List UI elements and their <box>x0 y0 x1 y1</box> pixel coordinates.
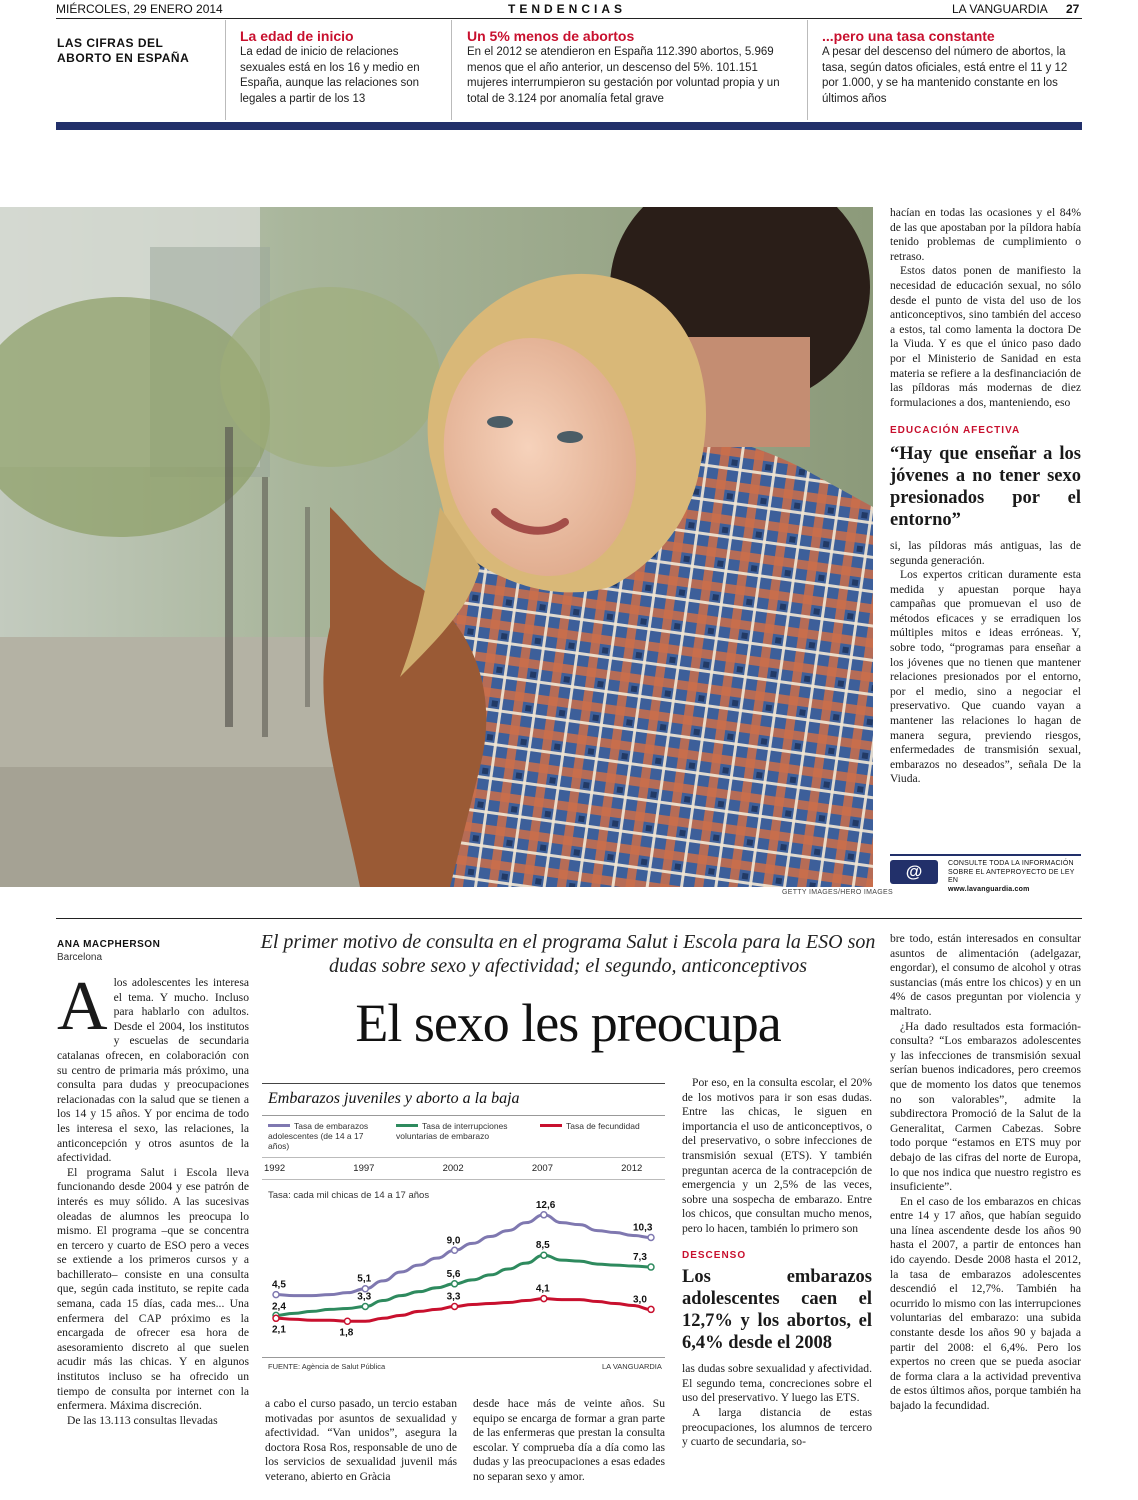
divider <box>451 20 452 120</box>
article-column-3 <box>473 1397 665 1485</box>
article-column-1 <box>57 968 249 1428</box>
photo-credit: GETTY IMAGES/HERO IMAGES <box>782 889 893 896</box>
data-label: 1,8 <box>339 1327 354 1339</box>
data-point <box>648 1264 654 1270</box>
data-point <box>452 1247 458 1253</box>
right-column <box>890 206 1081 787</box>
chart-embarazos <box>262 1083 665 1383</box>
paragraph: ¿Ha dado resultados esta formación-consulta? “Los embarazos adolescentes y las infecciones de transmisión sexual serían buenos indicadores, pero creemos que de momento los datos que tenemos no son valorables”, admite la subdirectora Promoció de la Salut de la Generalitat, Carmen Cabezas. Sobre todo porque “estamos en ETS muy por debajo de las cifras del norte de Europa, lo que nos indica que nuestro registro es insuficiente”. <box>890 1019 1081 1194</box>
paragraph: En el caso de los embarazos en chicas entre 14 y 17 años, que habían seguido una línea ascendente desde los años 90 hasta el 2007, a partir de entonces han ido cayendo. Desde 2008 hasta el 2012, la tasa de embarazos adolescentes descendió el 12,7%. También ha ocurrido lo mismo con las interrupciones voluntarias del embarazo: una subida constante desde los años 90 y bajada a partir del 2008: el 6,4%. Pero los expertos no creen que se pueda asociar de forma clara a la actividad preventiva de estos últimos años, porque también ha bajado la fecundidad. <box>890 1194 1081 1412</box>
fact-box-1 <box>240 27 436 107</box>
web-at-icon: @ <box>890 860 938 884</box>
header-blue-bar <box>56 122 1082 130</box>
data-point <box>344 1318 350 1324</box>
data-label: 3,3 <box>446 1291 461 1303</box>
data-point <box>541 1212 547 1218</box>
data-label: 2,4 <box>272 1301 286 1313</box>
article-column-4 <box>682 1076 872 1450</box>
paragraph: bre todo, están interesados en consultar asuntos de alimentación (adelgazar, engordar), el consumo de alcohol y otras sustancias (más entre los chicos) y en un 4% de casos preguntan por violencia y maltrato. <box>890 932 1081 1018</box>
fact-box-2 <box>467 27 790 107</box>
drop-cap: A <box>57 968 108 1045</box>
kicker-educacion-afectiva: EDUCACIÓN AFECTIVA <box>890 425 1021 437</box>
data-label: 10,3 <box>633 1222 653 1234</box>
data-label: 12,6 <box>535 1199 556 1211</box>
data-point <box>541 1296 547 1302</box>
legend-swatch <box>268 1124 290 1127</box>
chart-plot <box>262 1179 665 1349</box>
kicker-descenso: DESCENSO <box>682 1249 747 1261</box>
x-tick-label: 2002 <box>442 1163 464 1174</box>
chart-title: Embarazos juveniles y aborto a la baja <box>268 1090 520 1107</box>
pull-quote: “Hay que enseñar a los jóvenes a no tener sexo presionados por el entorno” <box>890 443 1081 530</box>
page-number: 27 <box>1066 2 1080 16</box>
fact-text: La edad de inicio de relaciones sexuales está en los 16 y medio en España, aunque las relaciones son legales a partir de los 13 <box>240 46 420 105</box>
section-rule <box>56 918 1082 919</box>
legend-swatch <box>540 1124 562 1127</box>
web-promo[interactable] <box>890 854 1081 893</box>
chart-y-label: Tasa: cada mil chicas de 14 a 17 años <box>268 1190 430 1201</box>
data-point <box>648 1234 654 1240</box>
fact-text: En el 2012 se atendieron en España 112.390 abortos, 5.969 menos que el año anterior, un descenso del 5%. 101.151 mujeres interrumpieron su gestación por voluntad propia y un total de 3.124 por anomalía fetal grave <box>467 46 780 105</box>
data-point <box>362 1303 368 1309</box>
data-point <box>273 1292 279 1298</box>
data-label: 8,5 <box>535 1240 550 1252</box>
data-point <box>541 1252 547 1258</box>
paragraph: Los expertos critican duramente esta medida y apuestan porque haya campañas que promuevan el uso de métodos eficaces y se erradiquen los múltiples mitos e ideas erróneas. Y, sobre todo, “programas para enseñar a los jóvenes que no tienen que mantener relaciones presionados por el entorno, por el medio, sino a negociar el preservativo. Que cuando vayan a mantener las relaciones lo hagan de manera segura, previendo riesgos, enfermedades de transmisión sexual, embarazos no deseados”, señala De la Viuda. <box>890 568 1081 786</box>
fact-title: La edad de inicio <box>240 28 354 44</box>
data-label: 3,0 <box>633 1294 647 1306</box>
data-label: 2,1 <box>272 1324 286 1336</box>
header-rule <box>56 18 1082 19</box>
byline-author: ANA MACPHERSON <box>57 939 161 950</box>
web-url-link[interactable]: www.lavanguardia.com <box>948 885 1030 893</box>
paragraph: desde hace más de veinte años. Su equipo se encarga de formar a gran parte de las enfermeras que prestan la consulta escolar. Y comprueba día a día como las dudas y las preocupaciones a esas edades no separan sexo y amor. <box>473 1397 665 1483</box>
fact-title: Un 5% menos de abortos <box>467 28 635 44</box>
paragraph: Por eso, en la consulta escolar, el 20% de los motivos para ir son esas dudas. Entre las chicas, le siguen en importancia el uso de anticonceptivos, o del preservativo, o sobre infecciones de transmisión sexual (ETS). Y también preguntan acerca de la contracepción de emergencia y un 2,5% de las veces, sobre una sospecha de embarazo. Entre los chicos, que consultan mucho menos, pero lo hacen, también lo primero son <box>682 1076 872 1235</box>
paragraph: hacían en todas las ocasiones y el 84% de las que apostaban por la píldora había tenido problemas de cumplimiento o retraso. <box>890 206 1081 263</box>
subheading: Los embarazos adolescentes caen el 12,7% y los abortos, el 6,4% desde el 2008 <box>682 1267 872 1354</box>
paragraph: si, las píldoras más antiguas, las de segunda generación. <box>890 538 1081 567</box>
data-label: 7,3 <box>633 1252 647 1264</box>
legend-label: Tasa de fecundidad <box>566 1121 640 1131</box>
data-label: 3,3 <box>357 1291 372 1303</box>
x-tick-label: 2012 <box>621 1163 643 1174</box>
legend-embarazos <box>268 1121 386 1151</box>
data-point <box>273 1315 279 1321</box>
series-line <box>276 1215 651 1296</box>
newspaper-name: LA VANGUARDIA <box>952 2 1048 16</box>
fact-text: A pesar del descenso del número de abortos, la tasa, según datos oficiales, está entre el 11 y 12 por 1.000, y se ha mantenido constante en los últimos años <box>822 46 1068 105</box>
edition-date: MIÉRCOLES, 29 ENERO 2014 <box>56 2 223 16</box>
data-point <box>452 1303 458 1309</box>
x-tick-label: 1992 <box>264 1163 286 1174</box>
paragraph: A larga distancia de estas preocupaciones, los alumnos de tercero y cuarto de secundaria, so- <box>682 1405 872 1449</box>
fact-title: ...pero una tasa constante <box>822 28 995 44</box>
web-promo-line: SOBRE EL ANTEPROYECTO DE LEY EN <box>948 868 1075 884</box>
legend-swatch <box>396 1124 418 1127</box>
legend-fecundidad <box>540 1121 665 1131</box>
paragraph: Estos datos ponen de manifiesto la necesidad de educación sexual, no sólo desde el punto de vista del uso de los anticonceptivos, sino también del acceso a estos, tal como lamenta la doctora De la Viuda. Y es que el único paso dado por el Ministerio de Sanidad en esta materia se refiere a la desfinanciación de las píldoras más modernas de diez formulaciones a dos, manteniendo, eso <box>890 264 1081 409</box>
divider <box>225 20 226 120</box>
article-deck: El primer motivo de consulta en el programa Salut i Escola para la ESO son dudas sobre sexo y afectividad; el segundo, anticonceptivos <box>260 931 876 977</box>
data-point <box>648 1306 654 1312</box>
data-label: 4,1 <box>535 1283 550 1295</box>
couple-photo-illustration <box>0 207 873 887</box>
paragraph: las dudas sobre sexualidad y afectividad. El segundo tema, concreciones sobre el uso del preservativo. Y luego las ETS. <box>682 1362 872 1405</box>
data-point <box>452 1281 458 1287</box>
fact-box-3 <box>822 27 1080 107</box>
paragraph: De las 13.113 consultas llevadas <box>67 1413 218 1427</box>
data-label: 9,0 <box>446 1235 461 1247</box>
web-promo-line: CONSULTE TODA LA INFORMACIÓN <box>948 860 1074 867</box>
data-label: 5,1 <box>357 1273 372 1285</box>
paragraph: los adolescentes les interesa el tema. Y mucho. Incluso para hablarlo con adultos. Desde el 2004, los institutos y escuelas de secundaria catalanas ofrecen, en colaboración con su centro de primaria más próximo, una consulta para dudas y preocupaciones relacionadas con la salud que se tienen a los 14 y 15 años. Y por encima de todo les interesa el sexo, las relaciones, la anticoncepción y otros asuntos de la afectividad. <box>57 976 249 1165</box>
divider <box>807 20 808 120</box>
byline-city: Barcelona <box>57 952 103 963</box>
data-label: 4,5 <box>272 1279 286 1291</box>
legend-label: Tasa de interrupciones voluntarias de embarazo <box>396 1121 508 1141</box>
x-axis-ticks <box>262 1163 665 1177</box>
chart-source: FUENTE: Agència de Salut Pública <box>268 1362 386 1371</box>
legend-interrupciones <box>396 1121 536 1141</box>
paragraph: a cabo el curso pasado, un tercio estaban motivadas por asuntos de sexualidad y afectividad. “Van unidos”, asegura la doctora Rosa Ros, responsable de uno de los servicios de sexualidad juvenil más veterano, abierto en Gràcia <box>265 1397 457 1483</box>
section-name: TENDENCIAS <box>508 2 627 16</box>
article-headline: El sexo les preocupa <box>355 993 781 1053</box>
article-photo <box>0 207 873 887</box>
data-label: 5,6 <box>446 1268 461 1280</box>
legend-label: Tasa de embarazos adolescentes (de 14 a 17 años) <box>268 1121 369 1151</box>
chart-brand: LA VANGUARDIA <box>602 1362 662 1371</box>
x-tick-label: 2007 <box>531 1163 553 1174</box>
facts-label: LAS CIFRAS DEL ABORTO EN ESPAÑA <box>57 36 190 65</box>
article-column-5 <box>890 932 1081 1414</box>
x-tick-label: 1997 <box>353 1163 375 1174</box>
paragraph: El programa Salut i Escola lleva funcionando desde 2004 y ese patrón de interés es muy sólido. A las sucesivas oleadas de alumnos les preocupa lo mismo. El programa –que se concentra en tercero y cuarto de ESO pero a veces se extiende a los primeros cursos y a bachillerato– consiste en una consulta que, según cada instituto, se repite cada semana, cada 15 días, cada mes... Una enfermera del CAP próximo es la encargada de ofrecer esa hora de asesoramiento discreto al que suelen acudir más las chicas. Y en algunos institutos incluso se ha ofrecido un tiempo de consulta por internet con la enfermera. Máxima discreción. <box>57 1165 249 1413</box>
article-column-2 <box>265 1397 457 1485</box>
